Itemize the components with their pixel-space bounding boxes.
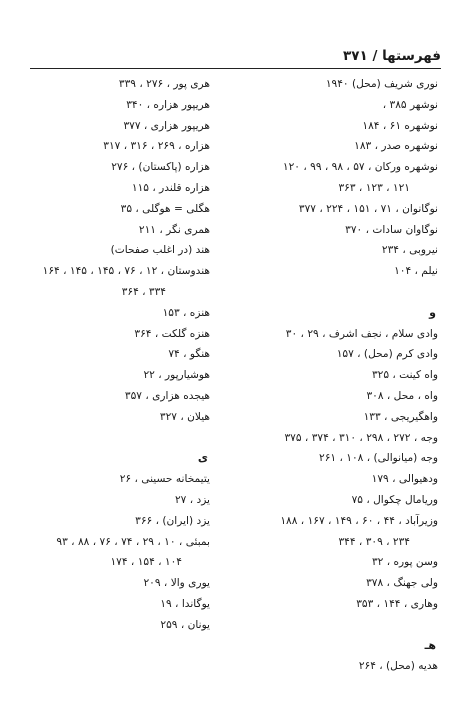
index-entry: نوشهره صدر ، ۱۸۳	[354, 140, 438, 153]
index-entry: نوشهره ورکان ، ۵۷ ، ۹۸ ، ۹۹ ، ۱۲۰	[282, 161, 438, 174]
index-entry: هنزه ، ۱۵۳	[162, 306, 210, 319]
index-entry: وادی کرم (محل) ، ۱۵۷	[336, 348, 438, 361]
index-entry: هوشیارپور ، ۲۲	[143, 369, 210, 382]
index-entry-continuation: ۳۳۴ ، ۳۶۴	[121, 285, 166, 298]
index-entry: نیلم ، ۱۰۴	[394, 265, 438, 278]
index-entry: وادی سلام ، نجف اشرف ، ۲۹ ، ۳۰	[285, 327, 438, 340]
index-entry-continuation: ۱۲۱ ، ۱۲۳ ، ۳۶۳	[338, 181, 410, 194]
index-entry: وهاری ، ۱۴۴ ، ۳۵۳	[356, 597, 438, 610]
index-column-right	[238, 74, 438, 677]
index-entry: ودهیوالی ، ۱۷۹	[371, 473, 438, 486]
index-entry-continuation: ۱۰۴ ، ۱۵۴ ، ۱۷۴	[110, 556, 182, 569]
index-entry: هری پور ، ۲۷۶ ، ۳۳۹	[118, 78, 210, 90]
page-header-title: فهرستها / ۳۷۱	[343, 48, 441, 64]
page-header	[30, 48, 441, 64]
blank-line	[238, 282, 438, 303]
index-entry: همری نگر ، ۲۱۱	[138, 223, 210, 236]
index-entry: بمبئی ، ۱۰ ، ۲۹ ، ۷۴ ، ۷۶ ، ۸۸ ، ۹۳	[56, 535, 210, 548]
index-entry: هدیه (محل) ، ۲۶۴	[358, 660, 438, 673]
header-rule	[30, 68, 441, 69]
index-entry: واه کینت ، ۳۲۵	[371, 369, 438, 382]
index-entry: وسن پوره ، ۳۲	[371, 556, 438, 569]
index-entry: واهگیریجی ، ۱۳۳	[363, 410, 438, 423]
index-column-left	[0, 74, 210, 636]
index-entry: یزد (ایران) ، ۳۶۶	[135, 514, 210, 527]
section-letter-heading: هـ	[424, 638, 436, 652]
index-entry: واه ، محل ، ۳۰۸	[366, 389, 438, 402]
index-entry: هزاره ، ۲۶۹ ، ۳۱۶ ، ۳۱۷	[103, 140, 210, 153]
blank-line	[0, 428, 210, 449]
index-entry: هیلان ، ۳۲۷	[159, 410, 210, 423]
index-entry: وجه ، ۲۷۲ ، ۲۹۸ ، ۳۱۰ ، ۳۷۴ ، ۳۷۵	[284, 431, 438, 444]
index-entry: هریپور هزاری ، ۳۷۷	[123, 119, 210, 132]
index-entry: نیروبی ، ۲۳۴	[381, 244, 438, 257]
index-entry: هزاره قلندر ، ۱۱۵	[131, 181, 210, 194]
index-entry: هنزه گلکت ، ۳۶۴	[134, 327, 210, 340]
index-entry: نوشهره ۶۱ ، ۱۸۴	[362, 119, 438, 132]
section-letter-heading: ی	[197, 451, 208, 465]
index-entry: هنگو ، ۷۴	[168, 348, 210, 361]
index-entry: هریپور هزاره ، ۳۴۰	[126, 98, 210, 111]
index-entry-continuation: ۲۳۴ ، ۳۰۹ ، ۳۴۴	[338, 535, 410, 548]
index-entry: هندوستان ، ۱۲ ، ۷۶ ، ۱۴۵ ، ۱۴۵ ، ۱۶۴	[42, 265, 210, 278]
index-entry: وجه (میانوالی) ، ۱۰۸ ، ۲۶۱	[319, 452, 438, 465]
index-entry: یوری والا ، ۲۰۹	[143, 577, 210, 590]
index-entry: یتیمخانه حسینی ، ۲۶	[119, 473, 210, 486]
index-entry: نوری شریف (محل) ۱۹۴۰	[325, 78, 438, 90]
index-entry: نوگانوان ، ۷۱ ، ۱۵۱ ، ۲۲۴ ، ۳۷۷	[298, 202, 438, 215]
index-entry: هزاره (پاکستان) ، ۲۷۶	[111, 161, 210, 174]
index-entry: هیجده هزاری ، ۳۵۷	[124, 389, 210, 402]
blank-line	[238, 615, 438, 636]
index-entry: نوشهر ۳۸۵ ،	[382, 98, 438, 111]
index-entry: وریامال چکوال ، ۷۵	[351, 493, 438, 506]
index-entry: هگلی = هوگلی ، ۳۵	[120, 202, 210, 215]
index-entry: وزیرآباد ، ۴۴ ، ۶۰ ، ۱۴۹ ، ۱۶۷ ، ۱۸۸	[280, 514, 438, 527]
index-entry: هند (در اغلب صفحات)	[110, 244, 210, 257]
index-entry: یزد ، ۲۷	[174, 493, 210, 506]
index-entry: یوگاندا ، ۱۹	[160, 597, 210, 610]
section-letter-heading: و	[429, 305, 436, 319]
index-entry: ولی جهنگ ، ۳۷۸	[366, 577, 438, 590]
index-entry: نوگاوان سادات ، ۳۷۰	[345, 223, 438, 236]
index-entry: یونان ، ۲۵۹	[160, 618, 210, 631]
